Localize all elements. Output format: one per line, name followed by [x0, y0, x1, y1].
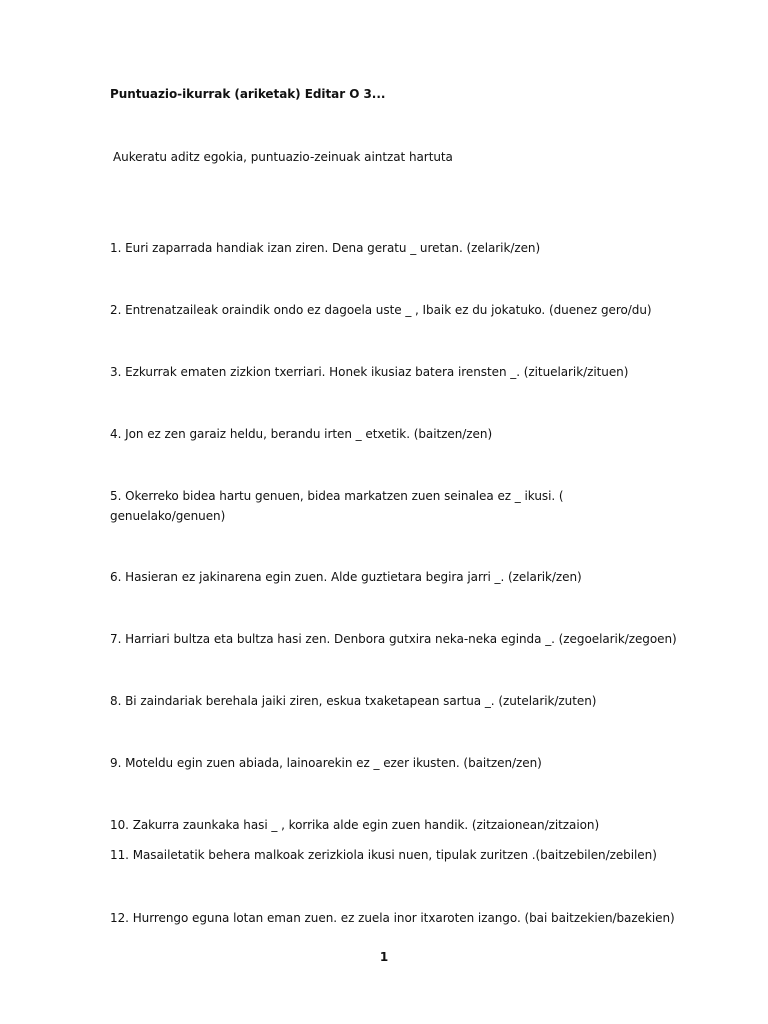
exercise-item: 4. Jon ez zen garaiz heldu, berandu irten _ etxetik. (baitzen/zen) — [110, 427, 493, 441]
exercise-item: 7. Harriari bultza eta bultza hasi zen. Denbora gutxira neka-neka eginda _. (zegoelarik/zegoen) — [110, 632, 677, 646]
exercise-item: 3. Ezkurrak ematen zizkion txerriari. Honek ikusiaz batera irensten _. (zituelarik/zituen) — [110, 365, 629, 379]
exercise-item: 1. Euri zaparrada handiak izan ziren. Dena geratu _ uretan. (zelarik/zen) — [110, 241, 541, 255]
exercise-item: 10. Zakurra zaunkaka hasi _ , korrika alde egin zuen handik. (zitzaionean/zitzaion) — [110, 818, 600, 832]
exercise-item: 12. Hurrengo eguna lotan eman zuen. ez zuela inor itxaroten izango. (bai baitzekien/bazekien) — [110, 911, 675, 925]
instruction-text: Aukeratu aditz egokia, puntuazio-zeinuak aintzat hartuta — [113, 150, 453, 164]
exercise-item: 6. Hasieran ez jakinarena egin zuen. Alde guztietara begira jarri _. (zelarik/zen) — [110, 570, 582, 584]
exercise-item: 2. Entrenatzaileak oraindik ondo ez dagoela uste _ , Ibaik ez du jokatuko. (duenez gero/du) — [110, 303, 652, 317]
exercise-item: 5. Okerreko bidea hartu genuen, bidea markatzen zuen seinalea ez _ ikusi. ( genuelako/genuen) — [110, 489, 564, 523]
document-title: Puntuazio-ikurrak (ariketak) Editar O 3... — [110, 87, 386, 101]
exercise-item: 11. Masailetatik behera malkoak zerizkiola ikusi nuen, tipulak zuritzen .(baitzebilen/zebilen) — [110, 848, 657, 862]
exercise-item: 8. Bi zaindariak berehala jaiki ziren, eskua txaketapean sartua _. (zutelarik/zuten) — [110, 694, 597, 708]
page-number: 1 — [379, 950, 389, 964]
exercise-item: 9. Moteldu egin zuen abiada, lainoarekin ez _ ezer ikusten. (baitzen/zen) — [110, 756, 542, 770]
